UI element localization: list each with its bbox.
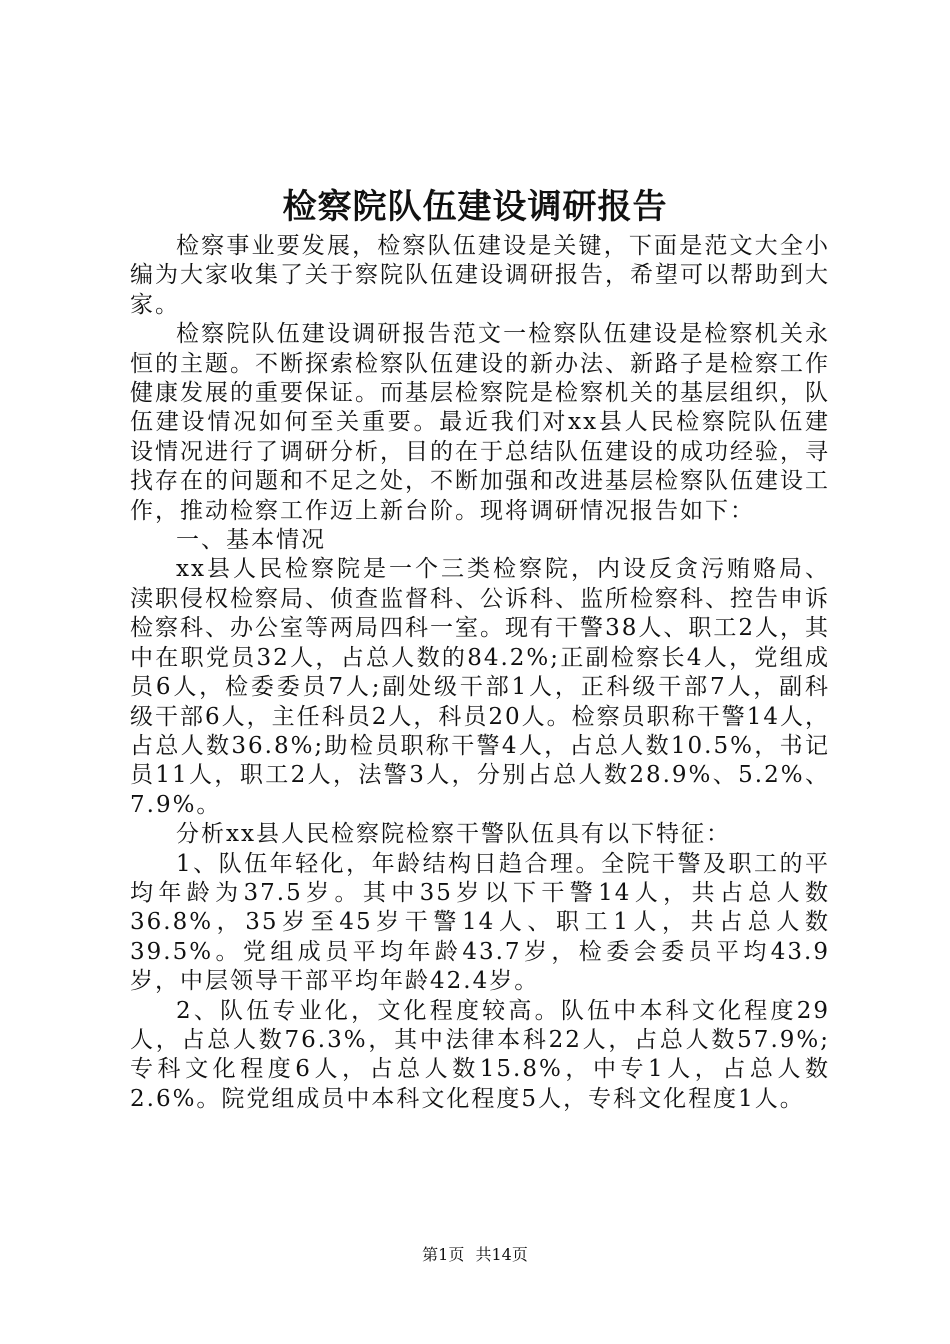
- paragraph-basic-info: xx县人民检察院是一个三类检察院，内设反贪污贿赂局、渎职侵权检察局、侦查监督科、公诉科、监所检察科、控告申诉检察科、办公室等两局四科一室。现有干警38人、职工2人，其中在职党员32人，占总人数的84.2%;正副检察长4人，党组成员6人，检委委员7人;副处级干部1人，正科级干部7人，副科级干部6人，主任科员2人，科员20人。检察员职称干警14人，占总人数36.8%;助检员职称干警4人，占总人数10.5%，书记员11人，职工2人，法警3人，分别占总人数28.9%、5.2%、7.9%。: [130, 556, 830, 818]
- page-footer: [0, 1243, 950, 1267]
- total-pages: 共14页: [475, 1245, 528, 1264]
- document-title: 检察院队伍建设调研报告: [282, 187, 668, 227]
- paragraph-analysis-intro: 分析xx县人民检察院检察干警队伍具有以下特征：: [176, 821, 731, 848]
- section-heading-basic-info: 一、基本情况: [176, 527, 326, 554]
- paragraph-report-opening: 检察院队伍建设调研报告范文一检察队伍建设是检察机关永恒的主题。不断探索检察队伍建设的新办法、新路子是检察工作健康发展的重要保证。而基层检察院是检察机关的基层组织，队伍建设情况如何至关重要。最近我们对xx县人民检察院队伍建设情况进行了调研分析，目的在于总结队伍建设的成功经验，寻找存在的问题和不足之处，不断加强和改进基层检察队伍建设工作，推动检察工作迈上新台阶。现将调研情况报告如下：: [130, 321, 830, 524]
- paragraph-intro: 检察事业要发展，检察队伍建设是关键，下面是范文大全小编为大家收集了关于察院队伍建设调研报告，希望可以帮助到大家。: [130, 233, 830, 318]
- page-number: 第1页: [422, 1245, 465, 1264]
- document-body: [130, 232, 830, 1114]
- paragraph-feature-2: 2、队伍专业化，文化程度较高。队伍中本科文化程度29人，占总人数76.3%，其中法律本科22人，占总人数57.9%;专科文化程度6人，占总人数15.8%，中专1人，占总人数2.6%。院党组成员中本科文化程度5人，专科文化程度1人。: [130, 997, 830, 1112]
- paragraph-feature-1: 1、队伍年轻化，年龄结构日趋合理。全院干警及职工的平均年龄为37.5岁。其中35岁以下干警14人，共占总人数36.8%，35岁至45岁干警14人、职工1人，共占总人数39.5%。党组成员平均年龄43.7岁，检委会委员平均43.9岁，中层领导干部平均年龄42.4岁。: [130, 850, 830, 995]
